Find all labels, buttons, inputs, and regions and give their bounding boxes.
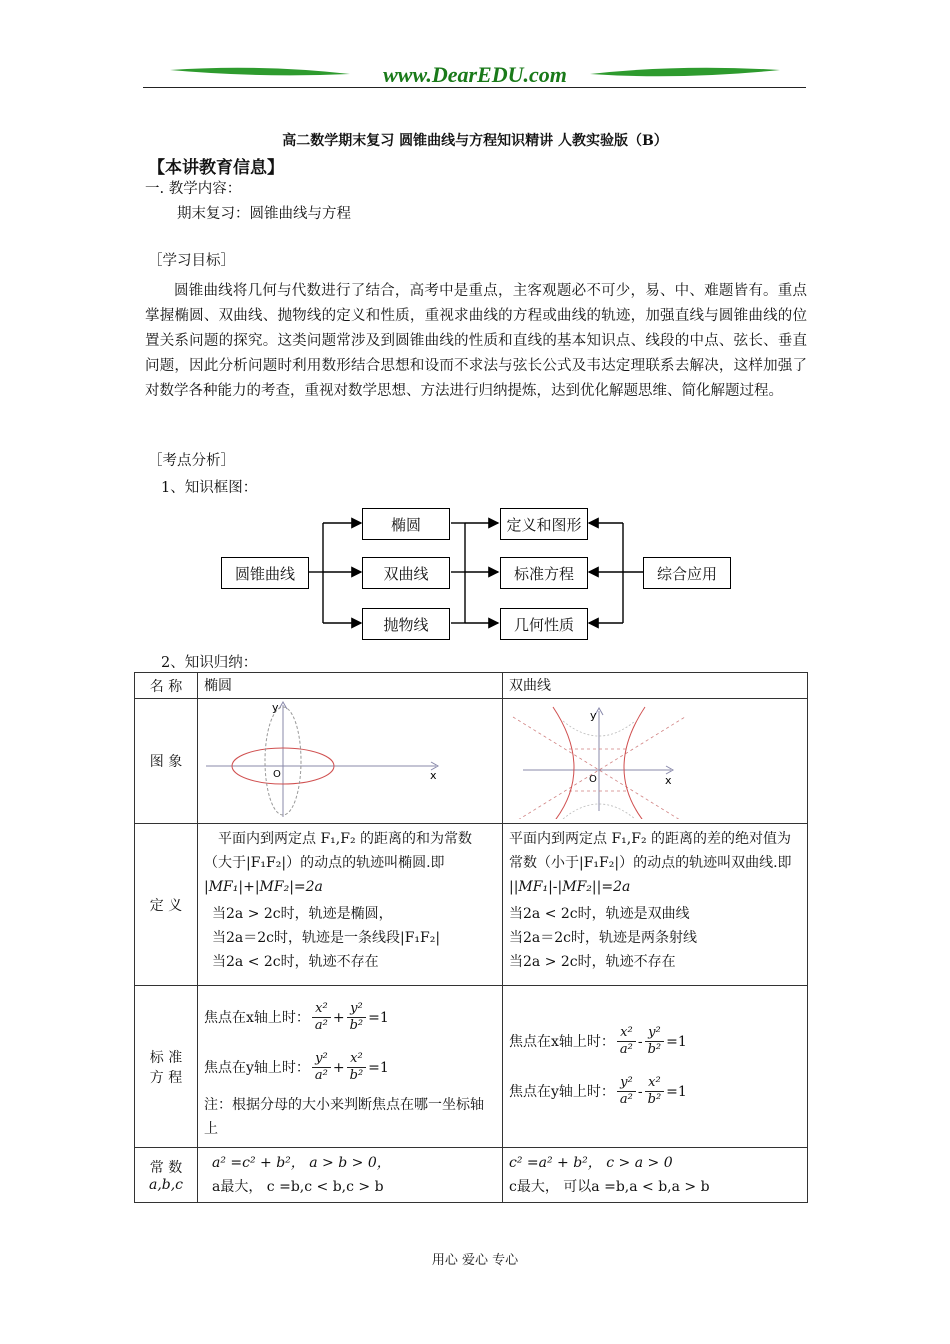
hyp-axis-origin-label: O <box>589 774 597 785</box>
ellipse-eq-y-label: 焦点在y轴上时： <box>204 1059 310 1076</box>
logo-swoosh-right <box>590 68 780 77</box>
row-label-constants-1: 常 数 <box>149 1160 183 1176</box>
section-title: 【本讲教育信息】 <box>148 158 284 178</box>
node-hyperbola: 双曲线 <box>362 557 450 589</box>
fraction: $\frac{\text{y²}}{\text{b²}}$ <box>645 1025 665 1058</box>
header-ellipse <box>198 673 503 699</box>
logo-text: www.DearEDU.com <box>383 62 567 87</box>
fraction: $\frac{\text{x²}}{\text{b²}}$ <box>347 1051 367 1084</box>
row-label-constants-vars: a,b,c <box>148 1177 184 1193</box>
node-conic-sections: 圆锥曲线 <box>221 557 309 589</box>
axis-x-label: x <box>430 769 437 782</box>
framework-label: 1、知识框图： <box>161 480 258 496</box>
row-label-equation <box>135 986 198 1148</box>
header-hyperbola <box>503 673 808 699</box>
ellipse-graph <box>198 699 498 819</box>
hyperbola-case-2: 当2a＝2c时，轨迹是两条射线 <box>509 930 698 946</box>
hyperbola-const-2: c最大， 可以a =b,a < b,a > b <box>509 1179 710 1195</box>
node-ellipse: 椭圆 <box>362 508 450 540</box>
hyperbola-eq-x: 焦点在x轴上时： $\frac{\text{x²}}{\text{a²}}$ - $\frac{\text{y²}}{\text{b²}}$ =1 <box>509 1025 687 1057</box>
ellipse-def-intro: 平面内到两定点 F₁,F₂ 的距离的和为常数（大于|F₁F₂|）的动点的轨迹叫椭圆.即 <box>204 831 473 871</box>
hyperbola-def-intro: 平面内到两定点 F₁,F₂ 的距离的差的绝对值为常数（小于|F₁F₂|）的动点的轨迹叫双曲线.即 <box>509 831 792 871</box>
row-label-equation-1: 标 准 <box>149 1049 183 1066</box>
ellipse-note: 注：根据分母的大小来判断焦点在哪一坐标轴上 <box>204 1096 484 1137</box>
ellipse-constants-cell <box>198 1148 503 1203</box>
content-text: 期末复习：圆锥曲线与方程 <box>177 206 351 222</box>
hyperbola-eq-y-label: 焦点在y轴上时： <box>509 1083 615 1100</box>
hyperbola-case-1: 当2a < 2c时，轨迹是双曲线 <box>509 906 690 922</box>
fraction: $\frac{\text{y²}}{\text{a²}}$ <box>617 1075 636 1108</box>
page-title: 高二数学期末复习 圆锥曲线与方程知识精讲 人教实验版（B） <box>282 133 668 149</box>
hyperbola-left-branch <box>553 707 574 819</box>
fraction: $\frac{\text{y²}}{\text{b²}}$ <box>347 1001 367 1034</box>
fraction: $\frac{\text{y²}}{\text{a²}}$ <box>312 1051 331 1084</box>
fraction: $\frac{\text{x²}}{\text{a²}}$ <box>617 1025 636 1058</box>
table-row-header <box>135 673 808 699</box>
hyperbola-const-1: c² =a² + b²， c > a > 0 <box>509 1155 673 1171</box>
node-standard-equation: 标准方程 <box>500 557 588 589</box>
hyperbola-def-formula: ||MF₁|-|MF₂||=2a <box>509 879 631 895</box>
ellipse-case-1: 当2a > 2c时，轨迹是椭圆， <box>212 906 393 922</box>
node-parabola: 抛物线 <box>362 608 450 640</box>
ellipse-equation-cell <box>198 986 503 1148</box>
analysis-label: ［考点分析］ <box>148 453 235 469</box>
hyp-axis-y-label: y <box>590 709 597 722</box>
header-name: 名 称 <box>135 673 198 699</box>
hyperbola-eq-y: 焦点在y轴上时： $\frac{\text{y²}}{\text{a²}}$ - $\frac{\text{x²}}{\text{b²}}$ =1 <box>509 1075 687 1107</box>
table-row-constants <box>135 1148 808 1203</box>
ellipse-eq-y: 焦点在y轴上时： $\frac{\text{y²}}{\text{a²}}$ + $\frac{\text{x²}}{\text{b²}}$ =1 <box>204 1051 389 1083</box>
ellipse-case-3: 当2a < 2c时，轨迹不存在 <box>212 954 379 970</box>
hyperbola-case-3: 当2a > 2c时，轨迹不存在 <box>509 954 676 970</box>
header-hyperbola-label: 双曲线 <box>509 677 551 694</box>
table-row-equation <box>135 986 808 1148</box>
ellipse-graph-cell <box>198 699 503 824</box>
content-label: 一. 教学内容： <box>145 181 242 197</box>
hyperbola-constants-cell <box>503 1148 808 1203</box>
ellipse-const-1: a² =c² + b²， a > b > 0， <box>212 1155 391 1171</box>
axis-y-label: y <box>272 701 279 714</box>
row-label-constants <box>135 1148 198 1203</box>
row-label-image: 图 象 <box>135 699 198 824</box>
fraction: $\frac{\text{x²}}{\text{a²}}$ <box>312 1001 331 1034</box>
hyp-axis-x-label: x <box>665 774 672 787</box>
ellipse-eq-x: 焦点在x轴上时： $\frac{\text{x²}}{\text{a²}}$ + $\frac{\text{y²}}{\text{b²}}$ =1 <box>204 1001 389 1033</box>
table-row-definition <box>135 824 808 986</box>
ellipse-definition-cell <box>198 824 503 986</box>
hyperbola-graph-cell <box>503 699 808 824</box>
ellipse-case-2: 当2a＝2c时，轨迹是一条线段|F₁F₂| <box>212 930 441 946</box>
row-label-equation-2: 方 程 <box>149 1069 183 1086</box>
hyperbola-right-branch <box>624 707 645 819</box>
header-ellipse-label: 椭圆 <box>204 677 232 694</box>
goals-label: ［学习目标］ <box>148 253 235 269</box>
goals-paragraph: 圆锥曲线将几何与代数进行了结合，高考中是重点，主客观题必不可少，易、中、难题皆有。重点掌握椭圆、双曲线、抛物线的定义和性质，重视求曲线的方程或曲线的轨迹，加强直线与圆锥曲线的位置关系问题的探究。这类问题常涉及到圆锥曲线的性质和直线的基本知识点、线段的中点、弦长、垂直问题，因此分析问题时利用数形结合思想和设而不求法与弦长公式及韦达定理联系去解决，这样加强了对数学各种能力的考查，重视对数学思想、方法进行归纳提炼，达到优化解题思维、简化解题过程。 <box>145 283 807 399</box>
page-footer: 用心 爱心 专心 <box>431 1253 519 1268</box>
ellipse-const-2: a最大， c =b,c < b,c > b <box>212 1179 384 1195</box>
ellipse-def-formula: |MF₁|+|MF₂|=2a <box>204 879 323 895</box>
node-application: 综合应用 <box>643 557 731 589</box>
table-row-image <box>135 699 808 824</box>
header-rule <box>143 87 806 88</box>
knowledge-table <box>134 672 808 1203</box>
hyperbola-graph <box>503 699 803 819</box>
node-definition-figure: 定义和图形 <box>500 508 588 540</box>
hyperbola-equation-cell <box>503 986 808 1148</box>
axis-origin-label: O <box>273 769 281 780</box>
ellipse-eq-x-label: 焦点在x轴上时： <box>204 1009 310 1026</box>
logo-swoosh-left <box>170 68 350 76</box>
hyperbola-eq-x-label: 焦点在x轴上时： <box>509 1033 615 1050</box>
summary-label: 2、知识归纳： <box>161 655 258 671</box>
fraction: $\frac{\text{x²}}{\text{b²}}$ <box>645 1075 665 1108</box>
hyperbola-definition-cell <box>503 824 808 986</box>
node-geometric-properties: 几何性质 <box>500 608 588 640</box>
row-label-definition: 定 义 <box>135 824 198 986</box>
